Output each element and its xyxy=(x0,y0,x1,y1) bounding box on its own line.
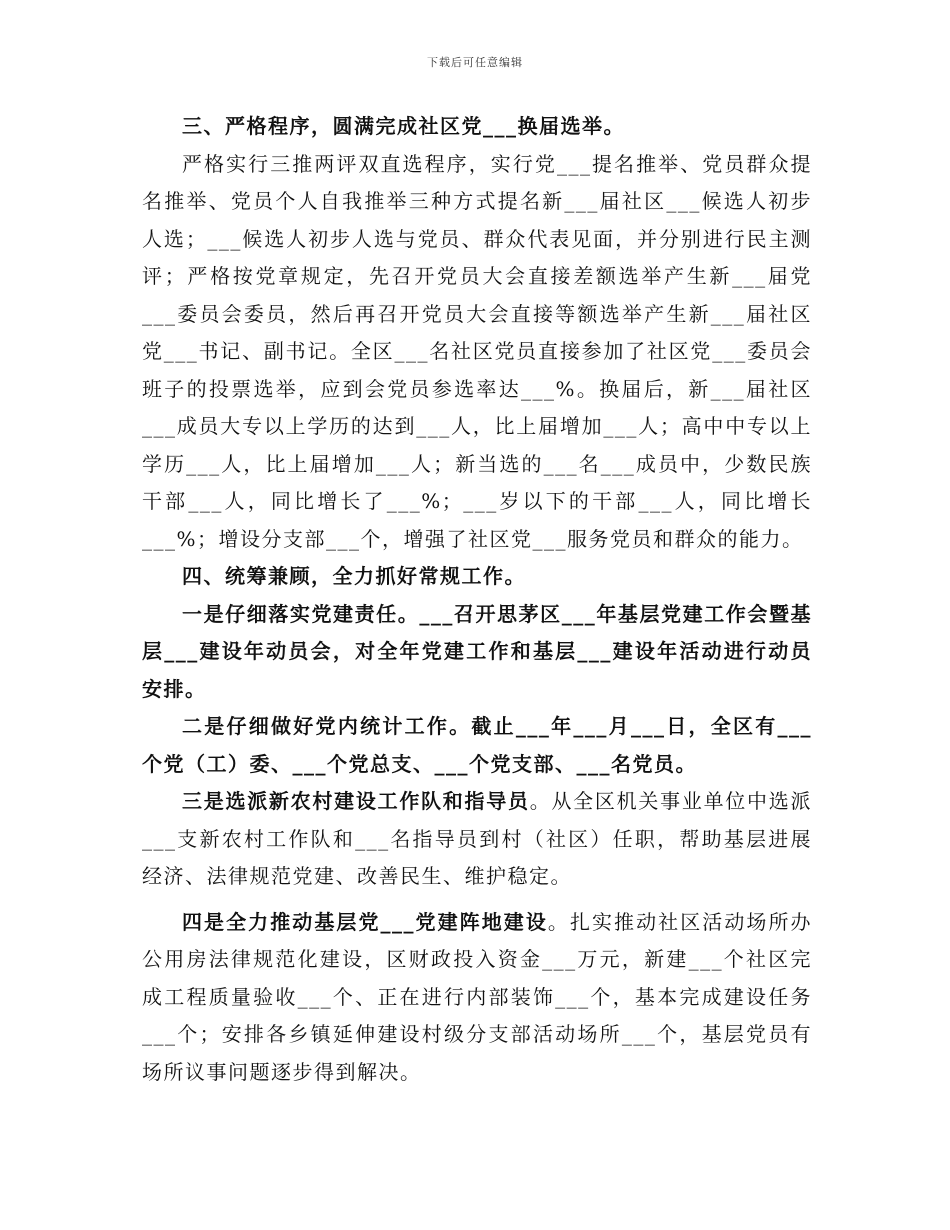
item-party-statistics: 二是仔细做好党内统计工作。截止___年___月___日，全区有___个党（工）委、___个党总支、___个党支部、___名党员。 xyxy=(142,714,812,776)
item-position-building xyxy=(142,904,812,1092)
section-heading-3: 三、严格程序，圆满完成社区党___换届选举。 xyxy=(182,114,625,138)
paragraph-election: 严格实行三推两评双直选程序，实行党___提名推举、党员群众提名推举、党员个人自我推举三种方式提名新___届社区___候选人初步人选；___候选人初步人选与党员、群众代表见面，并分别进行民主测评；严格按党章规定，先召开党员大会直接差额选举产生新___届党___委员会委员，然后再召开党员大会直接等额选举产生新___届社区党___书记、副书记。全区___名社区党员直接参加了社区党___委员会班子的投票选举，应到会党员参选率达___%。换届后，新___届社区___成员大专以上学历的达到___人，比上届增加___人；高中中专以上学历___人，比上届增加___人；新当选的___名___成员中，少数民族干部___人，同比增长了___%；___岁以下的干部___人，同比增长___%；增设分支部___个，增强了社区党___服务党员和群众的能力。 xyxy=(142,151,812,551)
section-heading-4: 四、统筹兼顾，全力抓好常规工作。 xyxy=(182,564,526,588)
item-party-responsibility: 一是仔细落实党建责任。___召开思茅区___年基层党建工作会暨基层___建设年动员会，对全年党建工作和基层___建设年活动进行动员安排。 xyxy=(142,601,812,701)
page-header: 下载后可任意编辑 xyxy=(427,56,523,69)
document-body xyxy=(142,108,812,1091)
item-position-building-title: 四是全力推动基层党___党建阵地建设 xyxy=(182,909,548,934)
item-work-team-title: 三是选派新农村建设工作队和指导员 xyxy=(182,789,530,813)
item-work-team xyxy=(142,783,812,896)
item-work-team-body: 。从全区机关事业单位中选派___支新农村工作队和___名指导员到村（社区）任职，帮助基层进展经济、法律规范党建、改善民生、维护稳定。 xyxy=(142,789,813,888)
item-position-building-body: 。扎实推动社区活动场所办公用房法律规范化建设，区财政投入资金___万元，新建___个社区完成工程质量验收___个、正在进行内部装饰___个，基本完成建设任务___个；安排各乡镇延伸建设村级分支部活动场所___个，基层党员有场所议事问题逐步得到解决。 xyxy=(142,909,813,1084)
